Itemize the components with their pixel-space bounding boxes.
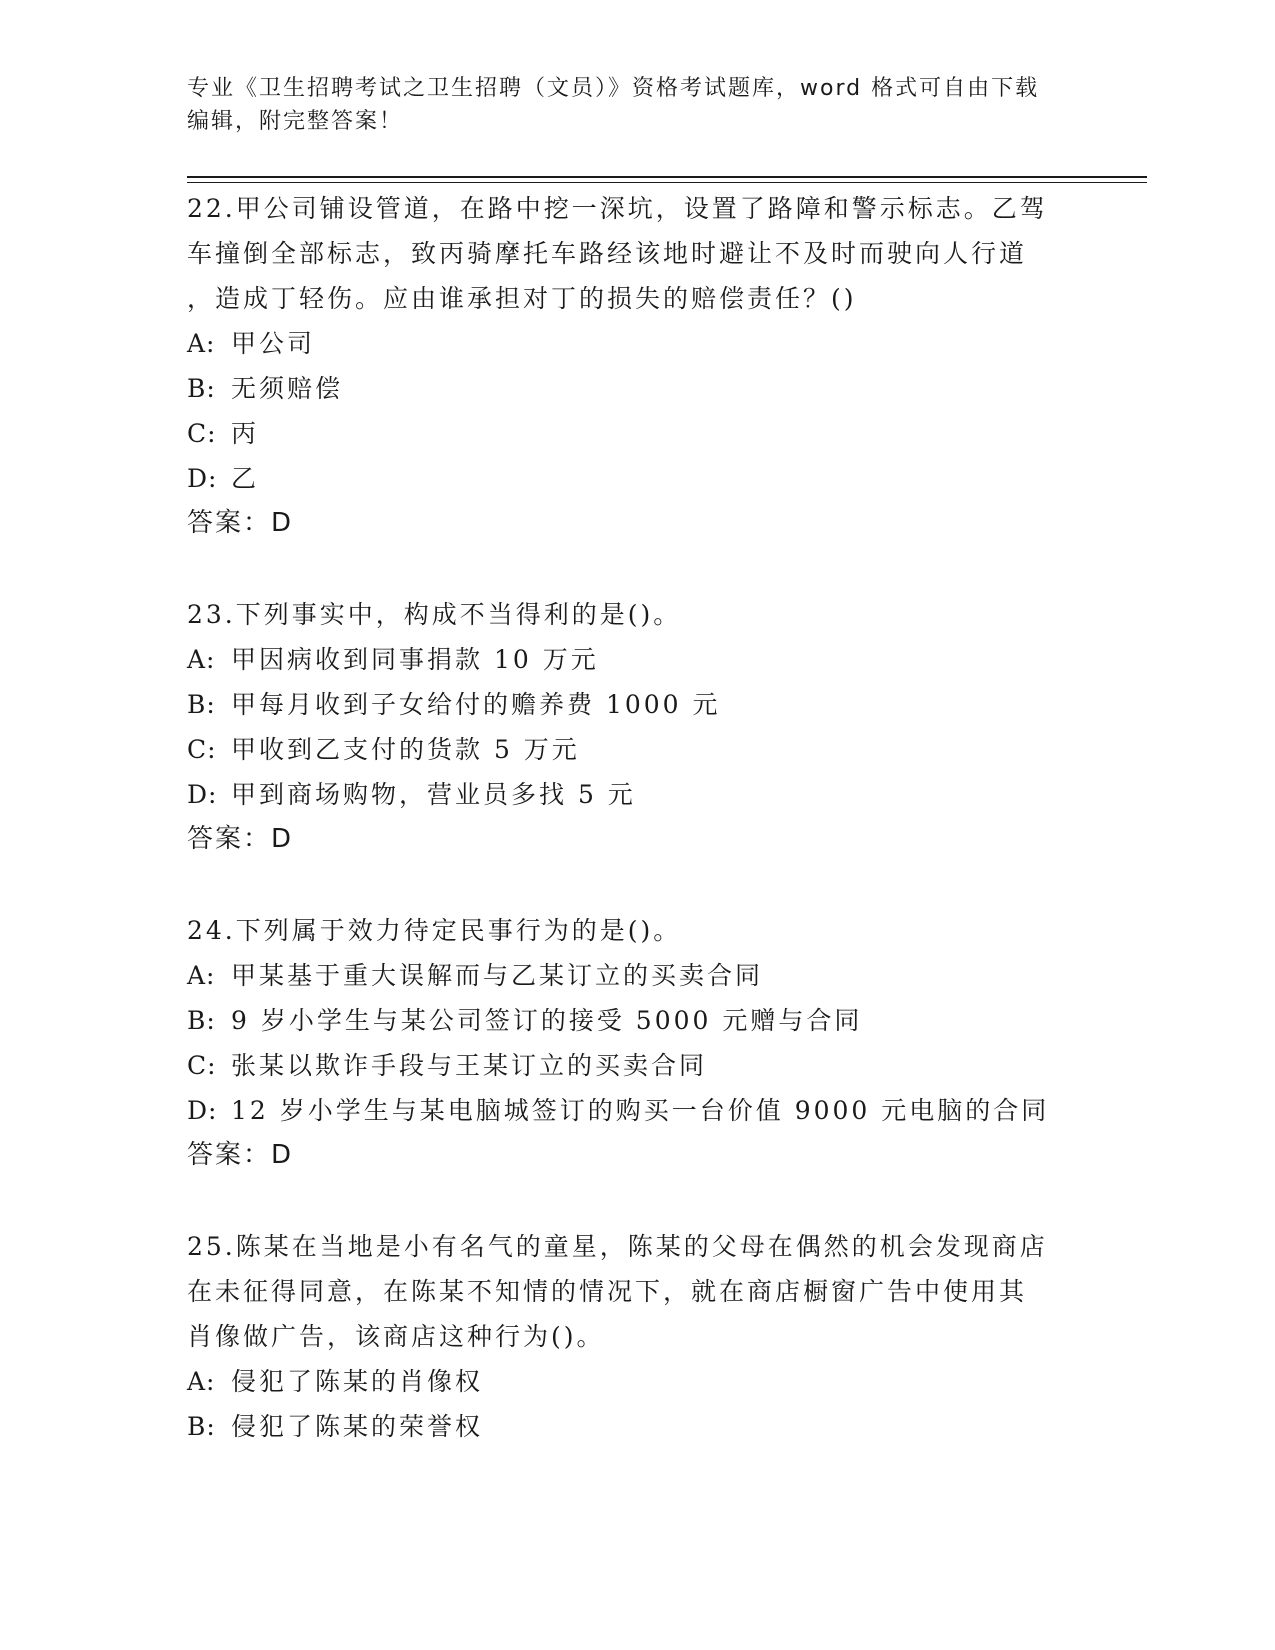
document-header (187, 72, 1087, 138)
option-label: A: (187, 645, 216, 674)
header-line-1: 专业《卫生招聘考试之卫生招聘（文员）》资格考试题库，word 格式可自由下载 (187, 76, 1040, 101)
option-b (187, 366, 1087, 411)
option-d (187, 1088, 1087, 1133)
option-a (187, 1359, 1087, 1404)
option-text: 张某以欺诈手段与王某订立的买卖合同 (231, 1051, 708, 1080)
question-25 (187, 1224, 1087, 1449)
option-label: B: (187, 374, 216, 403)
question-stem-line: 24.下列属于效力待定民事行为的是()。 (187, 916, 682, 945)
option-text: 无须赔偿 (231, 374, 344, 403)
option-label: D: (187, 1096, 218, 1125)
option-label: D: (187, 780, 218, 809)
option-label: A: (187, 1367, 216, 1396)
option-text: 甲因病收到同事捐款 10 万元 (231, 645, 599, 674)
option-text: 侵犯了陈某的肖像权 (231, 1367, 484, 1396)
option-label: B: (187, 1412, 216, 1441)
option-text: 12 岁小学生与某电脑城签订的购买一台价值 9000 元电脑的合同 (231, 1096, 1050, 1125)
option-label: C: (187, 1051, 217, 1080)
option-label: A: (187, 329, 216, 358)
question-stem-line: 22.甲公司铺设管道，在路中挖一深坑，设置了路障和警示标志。乙驾 (187, 194, 1048, 223)
option-text: 甲收到乙支付的货款 5 万元 (231, 735, 580, 764)
question-22 (187, 186, 1087, 546)
header-divider-thin (187, 182, 1147, 183)
question-list (187, 186, 1087, 1449)
option-d (187, 772, 1087, 817)
option-label: C: (187, 419, 217, 448)
option-b (187, 1404, 1087, 1449)
option-a (187, 953, 1087, 998)
option-label: C: (187, 735, 217, 764)
option-a (187, 321, 1087, 366)
option-b (187, 682, 1087, 727)
option-text: 乙 (231, 464, 260, 493)
option-label: B: (187, 1006, 216, 1035)
option-text: 侵犯了陈某的荣誉权 (231, 1412, 484, 1441)
option-label: B: (187, 690, 216, 719)
option-c (187, 727, 1087, 772)
option-a (187, 637, 1087, 682)
question-24 (187, 908, 1087, 1178)
option-c (187, 411, 1087, 456)
option-text: 甲到商场购物，营业员多找 5 元 (231, 780, 636, 809)
answer-line: 答案：D (187, 508, 294, 538)
option-label: D: (187, 464, 218, 493)
question-spacer (187, 1178, 1087, 1224)
option-text: 甲每月收到子女给付的赡养费 1000 元 (231, 690, 721, 719)
question-stem-line: 在未征得同意，在陈某不知情的情况下，就在商店橱窗广告中使用其 (187, 1277, 1028, 1306)
option-d (187, 456, 1087, 501)
answer-line: 答案：D (187, 1140, 294, 1170)
option-c (187, 1043, 1087, 1088)
header-line-2: 编辑，附完整答案！ (187, 109, 404, 134)
question-stem-line: 25.陈某在当地是小有名气的童星，陈某的父母在偶然的机会发现商店 (187, 1232, 1048, 1261)
option-b (187, 998, 1087, 1043)
option-label: A: (187, 961, 216, 990)
question-stem-line: ，造成丁轻伤。应由谁承担对丁的损失的赔偿责任？() (187, 284, 857, 313)
option-text: 甲公司 (231, 329, 316, 358)
header-divider-thick (187, 176, 1147, 178)
question-spacer (187, 546, 1087, 592)
option-text: 9 岁小学生与某公司签订的接受 5000 元赠与合同 (231, 1006, 863, 1035)
question-stem-line: 车撞倒全部标志，致丙骑摩托车路经该地时避让不及时而驶向人行道 (187, 239, 1028, 268)
option-text: 丙 (231, 419, 260, 448)
option-text: 甲某基于重大误解而与乙某订立的买卖合同 (231, 961, 764, 990)
question-stem-line: 肖像做广告，该商店这种行为()。 (187, 1322, 605, 1351)
question-stem-line: 23.下列事实中，构成不当得利的是()。 (187, 600, 682, 629)
question-23 (187, 592, 1087, 862)
answer-line: 答案：D (187, 824, 294, 854)
question-spacer (187, 862, 1087, 908)
